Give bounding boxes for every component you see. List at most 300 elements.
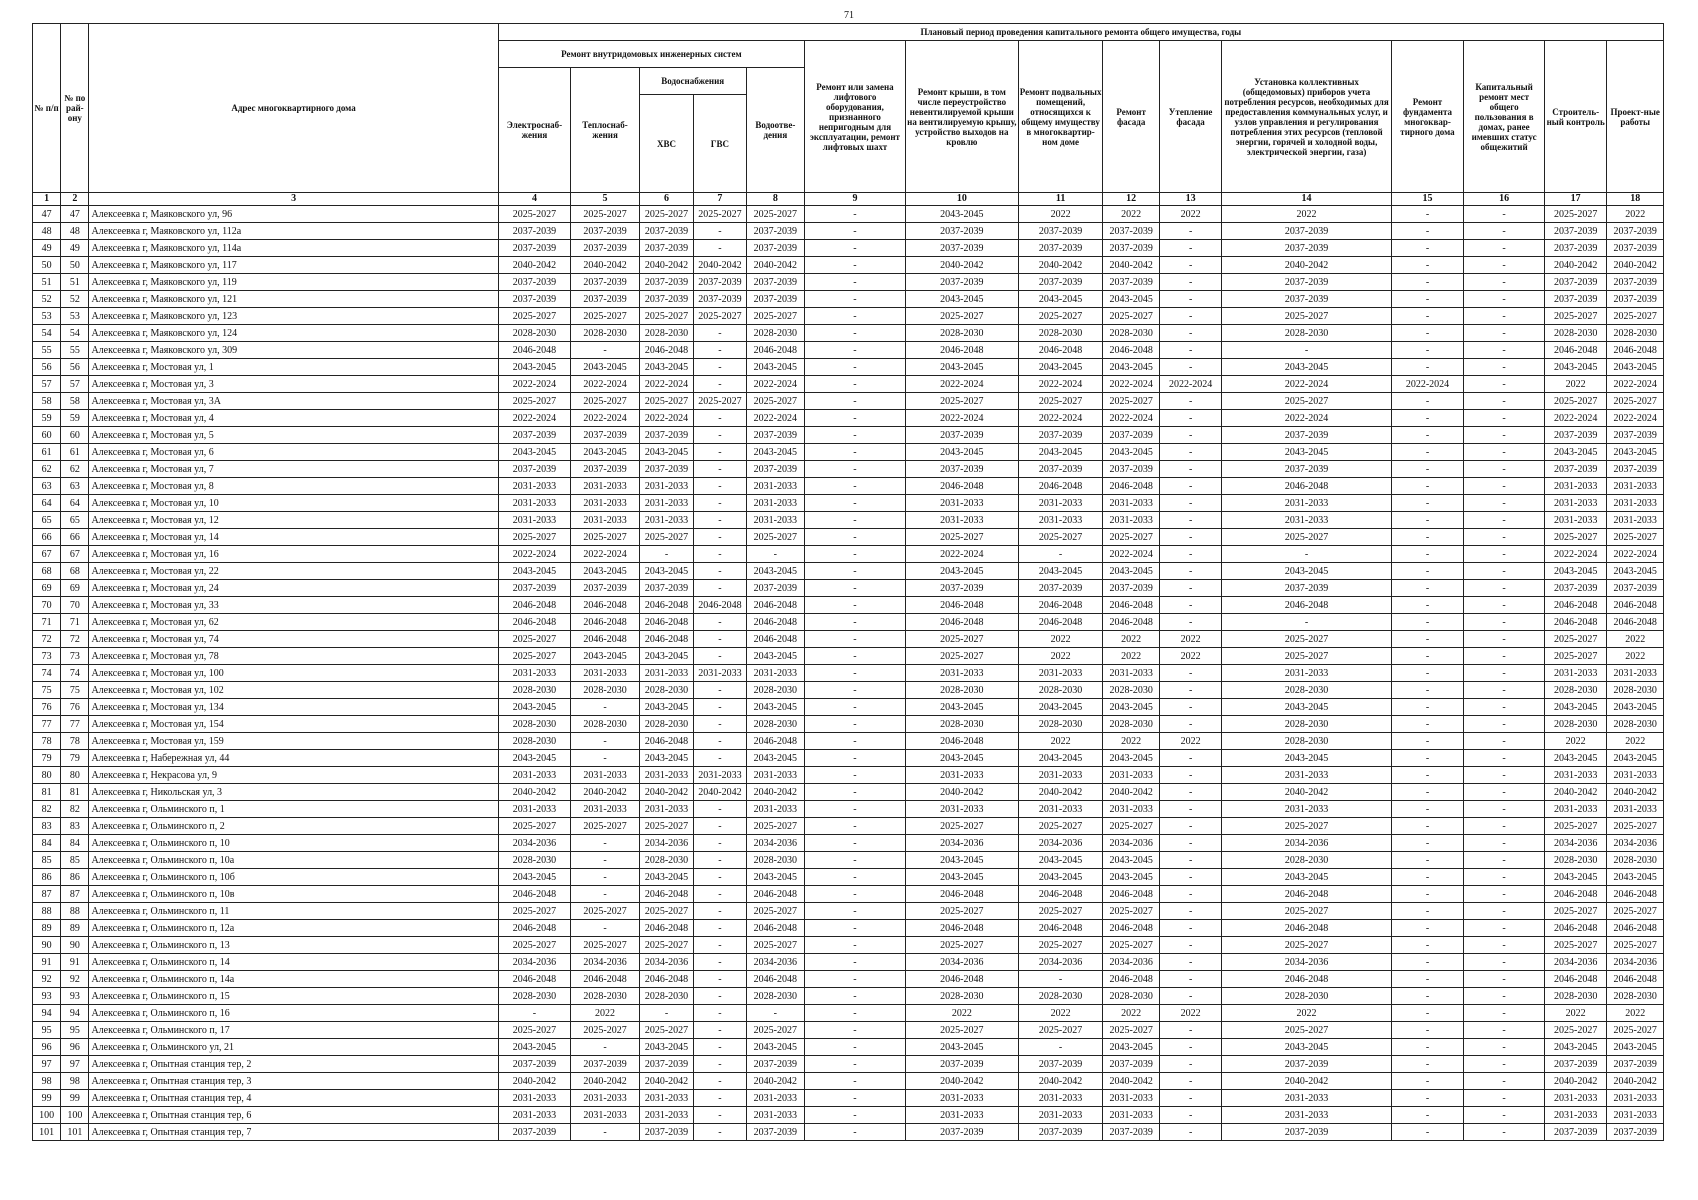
address-cell: Алексеевка г, Мостовая ул, 8 bbox=[89, 478, 498, 495]
period-cell: - bbox=[805, 597, 906, 614]
period-cell: 2043-2045 bbox=[639, 869, 693, 886]
address-cell: Алексеевка г, Маяковского ул, 309 bbox=[89, 342, 498, 359]
period-cell: - bbox=[805, 801, 906, 818]
district-number-cell: 72 bbox=[61, 631, 89, 648]
table-row bbox=[33, 716, 1664, 733]
district-number-cell: 54 bbox=[61, 325, 89, 342]
row-number-cell: 99 bbox=[33, 1090, 61, 1107]
period-cell: 2025-2027 bbox=[1103, 308, 1159, 325]
table-row bbox=[33, 1039, 1664, 1056]
row-number-cell: 48 bbox=[33, 223, 61, 240]
period-cell: 2031-2033 bbox=[694, 767, 746, 784]
period-cell: 2037-2039 bbox=[571, 240, 640, 257]
period-cell: - bbox=[1391, 495, 1464, 512]
period-cell: 2031-2033 bbox=[1607, 767, 1664, 784]
period-cell: 2025-2027 bbox=[1222, 648, 1391, 665]
period-cell: - bbox=[805, 240, 906, 257]
period-cell: - bbox=[1464, 597, 1545, 614]
period-cell: - bbox=[1391, 223, 1464, 240]
period-cell: 2043-2045 bbox=[905, 359, 1018, 376]
period-cell: 2034-2036 bbox=[1607, 835, 1664, 852]
period-cell: - bbox=[805, 1056, 906, 1073]
period-cell: - bbox=[1464, 461, 1545, 478]
period-cell: 2037-2039 bbox=[905, 223, 1018, 240]
period-cell: 2037-2039 bbox=[905, 1124, 1018, 1141]
period-cell: 2040-2042 bbox=[905, 1073, 1018, 1090]
column-number: 9 bbox=[805, 193, 906, 206]
address-cell: Алексеевка г, Мостовая ул, 12 bbox=[89, 512, 498, 529]
period-cell: 2022-2024 bbox=[1607, 376, 1664, 393]
header-foundation: Ремонт фундамента многоквар-тирного дома bbox=[1391, 41, 1464, 193]
period-cell: 2046-2048 bbox=[1544, 920, 1606, 937]
table-row bbox=[33, 971, 1664, 988]
period-cell: - bbox=[1391, 580, 1464, 597]
district-number-cell: 93 bbox=[61, 988, 89, 1005]
period-cell: - bbox=[805, 1005, 906, 1022]
period-cell: 2046-2048 bbox=[1222, 478, 1391, 495]
period-cell: 2034-2036 bbox=[746, 954, 804, 971]
period-cell: 2043-2045 bbox=[498, 563, 571, 580]
period-cell: - bbox=[1391, 801, 1464, 818]
period-cell: - bbox=[1159, 835, 1221, 852]
period-cell: 2025-2027 bbox=[498, 308, 571, 325]
period-cell: - bbox=[805, 461, 906, 478]
period-cell: 2025-2027 bbox=[639, 529, 693, 546]
header-drainage: Водоотве-дения bbox=[746, 68, 804, 193]
period-cell: 2028-2030 bbox=[571, 716, 640, 733]
period-cell: 2040-2042 bbox=[1018, 257, 1103, 274]
period-cell: - bbox=[1159, 750, 1221, 767]
period-cell: 2031-2033 bbox=[571, 495, 640, 512]
period-cell: - bbox=[1159, 342, 1221, 359]
period-cell: - bbox=[805, 512, 906, 529]
period-cell: - bbox=[805, 529, 906, 546]
period-cell: - bbox=[1464, 1056, 1545, 1073]
table-row bbox=[33, 937, 1664, 954]
period-cell: 2046-2048 bbox=[498, 886, 571, 903]
period-cell: 2031-2033 bbox=[1018, 1107, 1103, 1124]
table-row bbox=[33, 257, 1664, 274]
period-cell: - bbox=[1464, 563, 1545, 580]
period-cell: 2037-2039 bbox=[498, 461, 571, 478]
period-cell: 2040-2042 bbox=[905, 257, 1018, 274]
row-number-cell: 92 bbox=[33, 971, 61, 988]
period-cell: 2037-2039 bbox=[1607, 240, 1664, 257]
period-cell: 2037-2039 bbox=[498, 427, 571, 444]
period-cell: 2043-2045 bbox=[1544, 750, 1606, 767]
period-cell: - bbox=[1391, 988, 1464, 1005]
period-cell: 2034-2036 bbox=[498, 954, 571, 971]
table-row bbox=[33, 1124, 1664, 1141]
district-number-cell: 62 bbox=[61, 461, 89, 478]
period-cell: 2043-2045 bbox=[1103, 852, 1159, 869]
period-cell: 2022 bbox=[1103, 206, 1159, 223]
period-cell: 2025-2027 bbox=[1018, 937, 1103, 954]
address-cell: Алексеевка г, Мостовая ул, 22 bbox=[89, 563, 498, 580]
period-cell: 2025-2027 bbox=[1607, 818, 1664, 835]
district-number-cell: 77 bbox=[61, 716, 89, 733]
period-cell: - bbox=[694, 1056, 746, 1073]
period-cell: 2046-2048 bbox=[1607, 920, 1664, 937]
period-cell: 2031-2033 bbox=[746, 801, 804, 818]
district-number-cell: 96 bbox=[61, 1039, 89, 1056]
period-cell: 2025-2027 bbox=[905, 308, 1018, 325]
period-cell: - bbox=[694, 852, 746, 869]
period-cell: - bbox=[1159, 1090, 1221, 1107]
period-cell: 2043-2045 bbox=[1607, 750, 1664, 767]
period-cell: 2031-2033 bbox=[1103, 1107, 1159, 1124]
period-cell: 2031-2033 bbox=[1222, 1090, 1391, 1107]
period-cell: - bbox=[805, 699, 906, 716]
period-cell: - bbox=[1159, 614, 1221, 631]
period-cell: - bbox=[1391, 274, 1464, 291]
column-number: 3 bbox=[89, 193, 498, 206]
period-cell: - bbox=[1391, 665, 1464, 682]
period-cell: - bbox=[1159, 818, 1221, 835]
row-number-cell: 89 bbox=[33, 920, 61, 937]
period-cell: 2037-2039 bbox=[1544, 223, 1606, 240]
period-cell: 2037-2039 bbox=[639, 1124, 693, 1141]
period-cell: - bbox=[694, 223, 746, 240]
period-cell: 2037-2039 bbox=[639, 274, 693, 291]
period-cell: 2031-2033 bbox=[1018, 495, 1103, 512]
period-cell: - bbox=[805, 427, 906, 444]
period-cell: 2025-2027 bbox=[498, 903, 571, 920]
district-number-cell: 85 bbox=[61, 852, 89, 869]
period-cell: 2040-2042 bbox=[1103, 784, 1159, 801]
row-number-cell: 98 bbox=[33, 1073, 61, 1090]
period-cell: 2046-2048 bbox=[571, 631, 640, 648]
period-cell: - bbox=[1159, 478, 1221, 495]
district-number-cell: 64 bbox=[61, 495, 89, 512]
district-number-cell: 89 bbox=[61, 920, 89, 937]
period-cell: - bbox=[805, 852, 906, 869]
district-number-cell: 92 bbox=[61, 971, 89, 988]
period-cell: 2031-2033 bbox=[498, 767, 571, 784]
period-cell: 2025-2027 bbox=[1544, 631, 1606, 648]
district-number-cell: 88 bbox=[61, 903, 89, 920]
period-cell: 2022-2024 bbox=[571, 376, 640, 393]
period-cell: - bbox=[1391, 1090, 1464, 1107]
period-cell: 2025-2027 bbox=[1103, 393, 1159, 410]
period-cell: 2043-2045 bbox=[1544, 1039, 1606, 1056]
period-cell: 2031-2033 bbox=[1103, 512, 1159, 529]
period-cell: - bbox=[805, 1124, 906, 1141]
period-cell: - bbox=[1464, 920, 1545, 937]
row-number-cell: 50 bbox=[33, 257, 61, 274]
district-number-cell: 48 bbox=[61, 223, 89, 240]
period-cell: - bbox=[1464, 1124, 1545, 1141]
address-cell: Алексеевка г, Мостовая ул, 154 bbox=[89, 716, 498, 733]
period-cell: - bbox=[694, 1022, 746, 1039]
period-cell: - bbox=[1159, 920, 1221, 937]
period-cell: - bbox=[1159, 563, 1221, 580]
period-cell: 2040-2042 bbox=[694, 257, 746, 274]
period-cell: 2022-2024 bbox=[905, 546, 1018, 563]
period-cell: - bbox=[1159, 444, 1221, 461]
table-row bbox=[33, 954, 1664, 971]
period-cell: 2043-2045 bbox=[1018, 291, 1103, 308]
period-cell: - bbox=[1391, 257, 1464, 274]
period-cell: 2025-2027 bbox=[905, 1022, 1018, 1039]
period-cell: - bbox=[1391, 903, 1464, 920]
period-cell: 2025-2027 bbox=[1607, 1022, 1664, 1039]
period-cell: 2031-2033 bbox=[639, 665, 693, 682]
period-cell: 2022 bbox=[1018, 206, 1103, 223]
period-cell: 2043-2045 bbox=[746, 750, 804, 767]
period-cell: - bbox=[1159, 954, 1221, 971]
period-cell: 2031-2033 bbox=[571, 801, 640, 818]
period-cell: 2034-2036 bbox=[1103, 835, 1159, 852]
table-row bbox=[33, 308, 1664, 325]
period-cell: - bbox=[694, 886, 746, 903]
period-cell: - bbox=[1464, 784, 1545, 801]
period-cell: - bbox=[1159, 274, 1221, 291]
row-number-cell: 47 bbox=[33, 206, 61, 223]
header-address: Адрес многоквартирного дома bbox=[89, 24, 498, 193]
period-cell: 2037-2039 bbox=[1103, 1124, 1159, 1141]
period-cell: - bbox=[1464, 733, 1545, 750]
period-cell: 2046-2048 bbox=[1018, 614, 1103, 631]
address-cell: Алексеевка г, Мостовая ул, 102 bbox=[89, 682, 498, 699]
period-cell: - bbox=[694, 580, 746, 597]
period-cell: - bbox=[805, 342, 906, 359]
period-cell: 2028-2030 bbox=[571, 988, 640, 1005]
row-number-cell: 71 bbox=[33, 614, 61, 631]
period-cell: 2046-2048 bbox=[1544, 886, 1606, 903]
period-cell: 2025-2027 bbox=[1222, 393, 1391, 410]
period-cell: 2022 bbox=[1018, 1005, 1103, 1022]
period-cell: 2046-2048 bbox=[905, 342, 1018, 359]
period-cell: - bbox=[1391, 512, 1464, 529]
header-planned-period: Плановый период проведения капитального ремонта общего имущества, годы bbox=[498, 24, 1663, 41]
period-cell: 2031-2033 bbox=[746, 1107, 804, 1124]
period-cell: 2031-2033 bbox=[1544, 1107, 1606, 1124]
period-cell: 2031-2033 bbox=[639, 478, 693, 495]
period-cell: 2022 bbox=[1159, 206, 1221, 223]
period-cell: 2037-2039 bbox=[1018, 1056, 1103, 1073]
period-cell: - bbox=[694, 376, 746, 393]
period-cell: - bbox=[1391, 920, 1464, 937]
district-number-cell: 74 bbox=[61, 665, 89, 682]
address-cell: Алексеевка г, Никольская ул, 3 bbox=[89, 784, 498, 801]
header-facade: Ремонт фасада bbox=[1103, 41, 1159, 193]
header-construction-control: Строитель-ный контроль bbox=[1544, 41, 1606, 193]
address-cell: Алексеевка г, Мостовая ул, 24 bbox=[89, 580, 498, 597]
period-cell: 2043-2045 bbox=[498, 1039, 571, 1056]
period-cell: - bbox=[1464, 869, 1545, 886]
period-cell: - bbox=[1018, 1039, 1103, 1056]
period-cell: - bbox=[1464, 699, 1545, 716]
period-cell: 2034-2036 bbox=[1018, 954, 1103, 971]
period-cell: 2037-2039 bbox=[498, 274, 571, 291]
row-number-cell: 94 bbox=[33, 1005, 61, 1022]
period-cell: - bbox=[1391, 852, 1464, 869]
period-cell: 2025-2027 bbox=[639, 937, 693, 954]
period-cell: - bbox=[694, 410, 746, 427]
period-cell: - bbox=[1464, 342, 1545, 359]
period-cell: 2031-2033 bbox=[746, 478, 804, 495]
period-cell: - bbox=[1391, 682, 1464, 699]
period-cell: - bbox=[1464, 206, 1545, 223]
table-row bbox=[33, 529, 1664, 546]
period-cell: - bbox=[639, 546, 693, 563]
period-cell: 2022-2024 bbox=[1018, 410, 1103, 427]
period-cell: - bbox=[1391, 325, 1464, 342]
row-number-cell: 56 bbox=[33, 359, 61, 376]
period-cell: 2022-2024 bbox=[498, 410, 571, 427]
period-cell: - bbox=[1391, 733, 1464, 750]
district-number-cell: 55 bbox=[61, 342, 89, 359]
header-cold-water: ХВС bbox=[639, 95, 693, 193]
period-cell: 2043-2045 bbox=[498, 869, 571, 886]
period-cell: - bbox=[1391, 648, 1464, 665]
period-cell: 2043-2045 bbox=[905, 206, 1018, 223]
period-cell: 2037-2039 bbox=[1607, 427, 1664, 444]
period-cell: 2037-2039 bbox=[1222, 291, 1391, 308]
period-cell: 2046-2048 bbox=[1103, 597, 1159, 614]
table-header bbox=[33, 24, 1664, 206]
row-number-cell: 58 bbox=[33, 393, 61, 410]
period-cell: 2028-2030 bbox=[1607, 852, 1664, 869]
period-cell: - bbox=[1018, 546, 1103, 563]
period-cell: 2043-2045 bbox=[746, 648, 804, 665]
period-cell: - bbox=[1159, 988, 1221, 1005]
period-cell: - bbox=[694, 478, 746, 495]
period-cell: 2028-2030 bbox=[1103, 988, 1159, 1005]
period-cell: 2037-2039 bbox=[498, 240, 571, 257]
period-cell: 2025-2027 bbox=[1222, 818, 1391, 835]
period-cell: 2028-2030 bbox=[639, 988, 693, 1005]
row-number-cell: 57 bbox=[33, 376, 61, 393]
district-number-cell: 73 bbox=[61, 648, 89, 665]
period-cell: 2031-2033 bbox=[1544, 512, 1606, 529]
period-cell: - bbox=[571, 1124, 640, 1141]
period-cell: 2046-2048 bbox=[1103, 614, 1159, 631]
table-row bbox=[33, 563, 1664, 580]
period-cell: 2022 bbox=[1159, 648, 1221, 665]
period-cell: 2040-2042 bbox=[1018, 784, 1103, 801]
period-cell: - bbox=[805, 478, 906, 495]
period-cell: 2037-2039 bbox=[1544, 291, 1606, 308]
period-cell: - bbox=[1159, 716, 1221, 733]
period-cell: 2028-2030 bbox=[1018, 716, 1103, 733]
period-cell: 2037-2039 bbox=[1103, 223, 1159, 240]
period-cell: 2043-2045 bbox=[1103, 291, 1159, 308]
period-cell: - bbox=[1159, 886, 1221, 903]
address-cell: Алексеевка г, Ольминского п, 14 bbox=[89, 954, 498, 971]
period-cell: 2043-2045 bbox=[1103, 699, 1159, 716]
period-cell: 2025-2027 bbox=[1222, 903, 1391, 920]
period-cell: 2031-2033 bbox=[639, 801, 693, 818]
district-number-cell: 94 bbox=[61, 1005, 89, 1022]
period-cell: 2025-2027 bbox=[1544, 648, 1606, 665]
period-cell: - bbox=[1391, 631, 1464, 648]
period-cell: 2031-2033 bbox=[746, 495, 804, 512]
period-cell: 2037-2039 bbox=[639, 240, 693, 257]
row-number-cell: 84 bbox=[33, 835, 61, 852]
table-row bbox=[33, 376, 1664, 393]
period-cell: 2046-2048 bbox=[1607, 342, 1664, 359]
period-cell: - bbox=[746, 546, 804, 563]
period-cell: 2022-2024 bbox=[746, 376, 804, 393]
period-cell: - bbox=[1391, 767, 1464, 784]
address-cell: Алексеевка г, Маяковского ул, 121 bbox=[89, 291, 498, 308]
table-row bbox=[33, 648, 1664, 665]
row-number-cell: 88 bbox=[33, 903, 61, 920]
period-cell: 2025-2027 bbox=[1544, 529, 1606, 546]
period-cell: - bbox=[694, 461, 746, 478]
period-cell: 2043-2045 bbox=[1103, 563, 1159, 580]
header-roof: Ремонт крыши, в том числе переустройство невентилируемой крыши на вентилируемую крышу, устройство выходов на кровлю bbox=[905, 41, 1018, 193]
period-cell: - bbox=[694, 563, 746, 580]
period-cell: - bbox=[1391, 1073, 1464, 1090]
period-cell: - bbox=[1159, 1107, 1221, 1124]
period-cell: 2028-2030 bbox=[1222, 325, 1391, 342]
period-cell: - bbox=[1159, 1039, 1221, 1056]
period-cell: - bbox=[571, 750, 640, 767]
district-number-cell: 99 bbox=[61, 1090, 89, 1107]
period-cell: - bbox=[805, 206, 906, 223]
period-cell: 2025-2027 bbox=[746, 529, 804, 546]
period-cell: 2028-2030 bbox=[1544, 682, 1606, 699]
column-number: 13 bbox=[1159, 193, 1221, 206]
period-cell: 2040-2042 bbox=[1544, 1073, 1606, 1090]
period-cell: - bbox=[1464, 495, 1545, 512]
period-cell: 2043-2045 bbox=[1544, 699, 1606, 716]
header-heating: Теплоснаб-жения bbox=[571, 68, 640, 193]
period-cell: 2025-2027 bbox=[1544, 206, 1606, 223]
period-cell: 2046-2048 bbox=[1544, 971, 1606, 988]
row-number-cell: 76 bbox=[33, 699, 61, 716]
period-cell: 2028-2030 bbox=[1544, 325, 1606, 342]
period-cell: 2022-2024 bbox=[746, 410, 804, 427]
period-cell: - bbox=[1391, 410, 1464, 427]
period-cell: - bbox=[805, 563, 906, 580]
period-cell: 2046-2048 bbox=[1607, 886, 1664, 903]
period-cell: - bbox=[1391, 1124, 1464, 1141]
period-cell: 2037-2039 bbox=[1222, 461, 1391, 478]
period-cell: 2046-2048 bbox=[1103, 478, 1159, 495]
period-cell: 2043-2045 bbox=[746, 869, 804, 886]
period-cell: 2034-2036 bbox=[746, 835, 804, 852]
period-cell: 2031-2033 bbox=[1018, 512, 1103, 529]
period-cell: - bbox=[805, 1090, 906, 1107]
period-cell: 2037-2039 bbox=[1607, 291, 1664, 308]
period-cell: - bbox=[694, 631, 746, 648]
period-cell: - bbox=[1464, 1090, 1545, 1107]
period-cell: 2025-2027 bbox=[1103, 903, 1159, 920]
period-cell: 2043-2045 bbox=[905, 750, 1018, 767]
period-cell: 2028-2030 bbox=[639, 682, 693, 699]
period-cell: 2037-2039 bbox=[571, 461, 640, 478]
period-cell: - bbox=[1159, 580, 1221, 597]
period-cell: 2025-2027 bbox=[571, 529, 640, 546]
period-cell: 2043-2045 bbox=[746, 699, 804, 716]
address-cell: Алексеевка г, Ольминского п, 1 bbox=[89, 801, 498, 818]
period-cell: 2028-2030 bbox=[1222, 733, 1391, 750]
row-number-cell: 51 bbox=[33, 274, 61, 291]
period-cell: 2046-2048 bbox=[1103, 920, 1159, 937]
period-cell: 2046-2048 bbox=[639, 886, 693, 903]
period-cell: - bbox=[1391, 699, 1464, 716]
period-cell: - bbox=[1222, 614, 1391, 631]
period-cell: 2043-2045 bbox=[571, 563, 640, 580]
district-number-cell: 82 bbox=[61, 801, 89, 818]
period-cell: 2046-2048 bbox=[1544, 614, 1606, 631]
period-cell: 2046-2048 bbox=[905, 597, 1018, 614]
period-cell: - bbox=[1391, 444, 1464, 461]
